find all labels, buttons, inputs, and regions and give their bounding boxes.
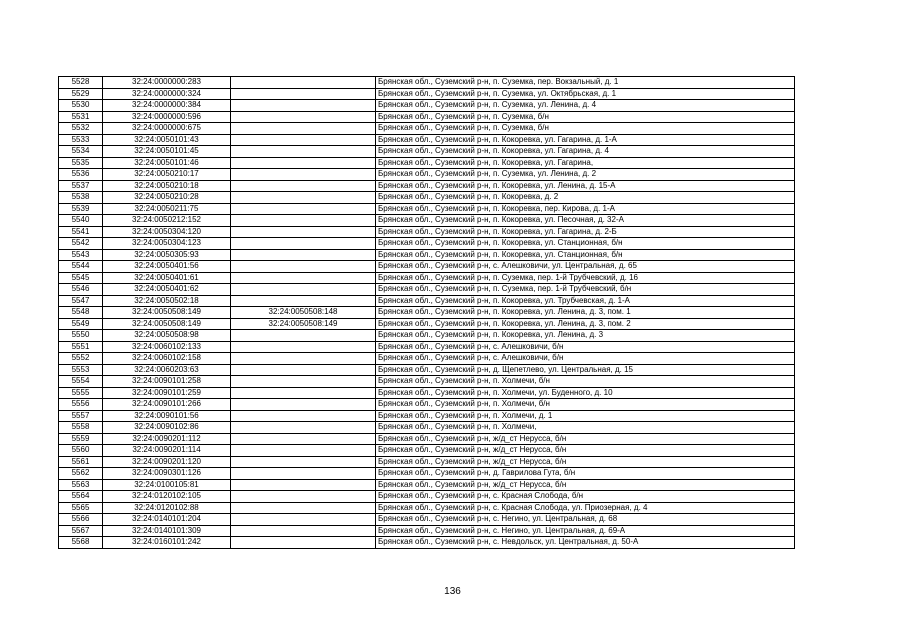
- address-cell: Брянская обл., Суземский р-н, п. Кокоревка, ул. Гагарина, д. 4: [376, 146, 795, 158]
- registry-table-body: [59, 77, 795, 549]
- row-number-cell: 5565: [59, 502, 103, 514]
- row-number-cell: 5560: [59, 445, 103, 457]
- linked-cadastral-number-cell: [231, 203, 376, 215]
- table-row: [59, 192, 795, 204]
- address-cell: Брянская обл., Суземский р-н, п. Кокоревка, ул. Гагарина,: [376, 157, 795, 169]
- linked-cadastral-number-cell: [231, 146, 376, 158]
- table-row: [59, 157, 795, 169]
- registry-table: [58, 76, 795, 549]
- address-cell: Брянская обл., Суземский р-н, п. Кокоревка, ул. Ленина, д. 3, пом. 1: [376, 307, 795, 319]
- cadastral-number-cell: 32:24:0000000:675: [103, 123, 231, 135]
- cadastral-number-cell: 32:24:0050210:18: [103, 180, 231, 192]
- linked-cadastral-number-cell: 32:24:0050508:149: [231, 318, 376, 330]
- address-cell: Брянская обл., Суземский р-н, п. Холмечи,: [376, 422, 795, 434]
- cadastral-number-cell: 32:24:0090101:259: [103, 387, 231, 399]
- table-row: [59, 491, 795, 503]
- row-number-cell: 5539: [59, 203, 103, 215]
- table-row: [59, 100, 795, 112]
- linked-cadastral-number-cell: [231, 261, 376, 273]
- linked-cadastral-number-cell: [231, 272, 376, 284]
- row-number-cell: 5549: [59, 318, 103, 330]
- linked-cadastral-number-cell: [231, 353, 376, 365]
- address-cell: Брянская обл., Суземский р-н, с. Негино, ул. Центральная, д. 69-А: [376, 525, 795, 537]
- linked-cadastral-number-cell: [231, 284, 376, 296]
- address-cell: Брянская обл., Суземский р-н, с. Алешковичи, б/н: [376, 353, 795, 365]
- table-row: [59, 261, 795, 273]
- table-row: [59, 364, 795, 376]
- table-row: [59, 180, 795, 192]
- table-row: [59, 422, 795, 434]
- row-number-cell: 5553: [59, 364, 103, 376]
- row-number-cell: 5540: [59, 215, 103, 227]
- linked-cadastral-number-cell: [231, 88, 376, 100]
- cadastral-number-cell: 32:24:0050508:149: [103, 318, 231, 330]
- linked-cadastral-number-cell: [231, 100, 376, 112]
- address-cell: Брянская обл., Суземский р-н, п. Кокоревка, ул. Станционная, б/н: [376, 249, 795, 261]
- linked-cadastral-number-cell: [231, 525, 376, 537]
- linked-cadastral-number-cell: [231, 502, 376, 514]
- row-number-cell: 5532: [59, 123, 103, 135]
- row-number-cell: 5545: [59, 272, 103, 284]
- address-cell: Брянская обл., Суземский р-н, д. Щепетлево, ул. Центральная, д. 15: [376, 364, 795, 376]
- cadastral-number-cell: 32:24:0090101:258: [103, 376, 231, 388]
- table-row: [59, 307, 795, 319]
- row-number-cell: 5551: [59, 341, 103, 353]
- table-row: [59, 468, 795, 480]
- table-row: [59, 146, 795, 158]
- linked-cadastral-number-cell: [231, 238, 376, 250]
- linked-cadastral-number-cell: [231, 134, 376, 146]
- linked-cadastral-number-cell: [231, 111, 376, 123]
- table-row: [59, 295, 795, 307]
- address-cell: Брянская обл., Суземский р-н, с. Красная Слобода, б/н: [376, 491, 795, 503]
- cadastral-number-cell: 32:24:0090101:266: [103, 399, 231, 411]
- cadastral-number-cell: 32:24:0090301:126: [103, 468, 231, 480]
- address-cell: Брянская обл., Суземский р-н, с. Алешковичи, ул. Центральная, д. 65: [376, 261, 795, 273]
- linked-cadastral-number-cell: [231, 387, 376, 399]
- cadastral-number-cell: 32:24:0000000:324: [103, 88, 231, 100]
- row-number-cell: 5542: [59, 238, 103, 250]
- linked-cadastral-number-cell: [231, 192, 376, 204]
- address-cell: Брянская обл., Суземский р-н, с. Невдольск, ул. Центральная, д. 50-А: [376, 537, 795, 549]
- table-row: [59, 399, 795, 411]
- address-cell: Брянская обл., Суземский р-н, п. Холмечи, б/н: [376, 376, 795, 388]
- cadastral-number-cell: 32:24:0050101:46: [103, 157, 231, 169]
- row-number-cell: 5552: [59, 353, 103, 365]
- address-cell: Брянская обл., Суземский р-н, с. Красная Слобода, ул. Приозерная, д. 4: [376, 502, 795, 514]
- cadastral-number-cell: 32:24:0160101:242: [103, 537, 231, 549]
- cadastral-number-cell: 32:24:0050211:75: [103, 203, 231, 215]
- address-cell: Брянская обл., Суземский р-н, ж/д_ст Неруcса, б/н: [376, 433, 795, 445]
- row-number-cell: 5546: [59, 284, 103, 296]
- linked-cadastral-number-cell: [231, 479, 376, 491]
- row-number-cell: 5554: [59, 376, 103, 388]
- linked-cadastral-number-cell: [231, 422, 376, 434]
- table-row: [59, 249, 795, 261]
- linked-cadastral-number-cell: [231, 180, 376, 192]
- row-number-cell: 5536: [59, 169, 103, 181]
- row-number-cell: 5538: [59, 192, 103, 204]
- row-number-cell: 5537: [59, 180, 103, 192]
- linked-cadastral-number-cell: [231, 376, 376, 388]
- address-cell: Брянская обл., Суземский р-н, п. Суземка, пер. 1-й Трубчевский, б/н: [376, 284, 795, 296]
- address-cell: Брянская обл., Суземский р-н, п. Суземка, ул. Ленина, д. 2: [376, 169, 795, 181]
- row-number-cell: 5559: [59, 433, 103, 445]
- cadastral-number-cell: 32:24:0000000:283: [103, 77, 231, 89]
- linked-cadastral-number-cell: [231, 169, 376, 181]
- cadastral-number-cell: 32:24:0050210:28: [103, 192, 231, 204]
- row-number-cell: 5561: [59, 456, 103, 468]
- cadastral-number-cell: 32:24:0140101:204: [103, 514, 231, 526]
- row-number-cell: 5567: [59, 525, 103, 537]
- address-cell: Брянская обл., Суземский р-н, п. Холмечи, ул. Буденного, д. 10: [376, 387, 795, 399]
- linked-cadastral-number-cell: [231, 491, 376, 503]
- cadastral-number-cell: 32:24:0050304:120: [103, 226, 231, 238]
- address-cell: Брянская обл., Суземский р-н, п. Кокоревка, ул. Ленина, д. 3: [376, 330, 795, 342]
- row-number-cell: 5556: [59, 399, 103, 411]
- linked-cadastral-number-cell: [231, 341, 376, 353]
- address-cell: Брянская обл., Суземский р-н, п. Кокоревка, ул. Трубчевская, д. 1-А: [376, 295, 795, 307]
- table-row: [59, 238, 795, 250]
- linked-cadastral-number-cell: [231, 226, 376, 238]
- cadastral-number-cell: 32:24:0140101:309: [103, 525, 231, 537]
- linked-cadastral-number-cell: [231, 77, 376, 89]
- linked-cadastral-number-cell: [231, 123, 376, 135]
- table-row: [59, 537, 795, 549]
- linked-cadastral-number-cell: [231, 157, 376, 169]
- cadastral-number-cell: 32:24:0090201:114: [103, 445, 231, 457]
- cadastral-number-cell: 32:24:0050101:43: [103, 134, 231, 146]
- page-number: 136: [444, 586, 461, 597]
- address-cell: Брянская обл., Суземский р-н, п. Суземка, б/н: [376, 111, 795, 123]
- cadastral-number-cell: 32:24:0050401:56: [103, 261, 231, 273]
- cadastral-number-cell: 32:24:0000000:384: [103, 100, 231, 112]
- cadastral-number-cell: 32:24:0050508:98: [103, 330, 231, 342]
- cadastral-number-cell: 32:24:0120102:88: [103, 502, 231, 514]
- address-cell: Брянская обл., Суземский р-н, с. Алешковичи, б/н: [376, 341, 795, 353]
- table-row: [59, 514, 795, 526]
- address-cell: Брянская обл., Суземский р-н, п. Кокоревка, д. 2: [376, 192, 795, 204]
- table-row: [59, 433, 795, 445]
- cadastral-number-cell: 32:24:0050101:45: [103, 146, 231, 158]
- linked-cadastral-number-cell: [231, 295, 376, 307]
- linked-cadastral-number-cell: [231, 433, 376, 445]
- row-number-cell: 5543: [59, 249, 103, 261]
- address-cell: Брянская обл., Суземский р-н, д. Гаврилова Гута, б/н: [376, 468, 795, 480]
- address-cell: Брянская обл., Суземский р-н, п. Суземка, ул. Ленина, д. 4: [376, 100, 795, 112]
- row-number-cell: 5529: [59, 88, 103, 100]
- table-row: [59, 387, 795, 399]
- linked-cadastral-number-cell: [231, 215, 376, 227]
- cadastral-number-cell: 32:24:0050401:61: [103, 272, 231, 284]
- cadastral-number-cell: 32:24:0050210:17: [103, 169, 231, 181]
- address-cell: Брянская обл., Суземский р-н, п. Кокоревка, ул. Гагарина, д. 1-А: [376, 134, 795, 146]
- cadastral-number-cell: 32:24:0090101:56: [103, 410, 231, 422]
- table-row: [59, 134, 795, 146]
- address-cell: Брянская обл., Суземский р-н, с. Негино, ул. Центральная, д. 68: [376, 514, 795, 526]
- linked-cadastral-number-cell: [231, 249, 376, 261]
- cadastral-number-cell: 32:24:0050401:62: [103, 284, 231, 296]
- row-number-cell: 5541: [59, 226, 103, 238]
- cadastral-number-cell: 32:24:0100105:81: [103, 479, 231, 491]
- table-row: [59, 502, 795, 514]
- table-row: [59, 376, 795, 388]
- cadastral-number-cell: 32:24:0060102:133: [103, 341, 231, 353]
- table-row: [59, 226, 795, 238]
- cadastral-number-cell: 32:24:0050502:18: [103, 295, 231, 307]
- row-number-cell: 5535: [59, 157, 103, 169]
- row-number-cell: 5531: [59, 111, 103, 123]
- cadastral-number-cell: 32:24:0050212:152: [103, 215, 231, 227]
- cadastral-number-cell: 32:24:0050304:123: [103, 238, 231, 250]
- linked-cadastral-number-cell: [231, 445, 376, 457]
- row-number-cell: 5533: [59, 134, 103, 146]
- address-cell: Брянская обл., Суземский р-н, п. Кокоревка, ул. Песочная, д. 32-А: [376, 215, 795, 227]
- linked-cadastral-number-cell: [231, 364, 376, 376]
- address-cell: Брянская обл., Суземский р-н, п. Суземка, пер. 1-й Трубчевский, д. 16: [376, 272, 795, 284]
- row-number-cell: 5544: [59, 261, 103, 273]
- table-row: [59, 272, 795, 284]
- address-cell: Брянская обл., Суземский р-н, ж/д_ст Неруcса, б/н: [376, 456, 795, 468]
- table-row: [59, 410, 795, 422]
- row-number-cell: 5555: [59, 387, 103, 399]
- linked-cadastral-number-cell: [231, 399, 376, 411]
- row-number-cell: 5562: [59, 468, 103, 480]
- row-number-cell: 5564: [59, 491, 103, 503]
- row-number-cell: 5534: [59, 146, 103, 158]
- table-row: [59, 341, 795, 353]
- row-number-cell: 5568: [59, 537, 103, 549]
- table-row: [59, 111, 795, 123]
- table-row: [59, 215, 795, 227]
- table-row: [59, 88, 795, 100]
- row-number-cell: 5548: [59, 307, 103, 319]
- cadastral-number-cell: 32:24:0000000:596: [103, 111, 231, 123]
- table-row: [59, 353, 795, 365]
- address-cell: Брянская обл., Суземский р-н, п. Холмечи, д. 1: [376, 410, 795, 422]
- address-cell: Брянская обл., Суземский р-н, п. Кокоревка, ул. Станционная, б/н: [376, 238, 795, 250]
- table-row: [59, 77, 795, 89]
- cadastral-number-cell: 32:24:0060203:63: [103, 364, 231, 376]
- address-cell: Брянская обл., Суземский р-н, п. Суземка, пер. Вокзальный, д. 1: [376, 77, 795, 89]
- address-cell: Брянская обл., Суземский р-н, ж/д_ст Неруcса, б/н: [376, 479, 795, 491]
- table-row: [59, 456, 795, 468]
- linked-cadastral-number-cell: [231, 514, 376, 526]
- linked-cadastral-number-cell: [231, 456, 376, 468]
- address-cell: Брянская обл., Суземский р-н, п. Кокоревка, пер. Кирова, д. 1-А: [376, 203, 795, 215]
- address-cell: Брянская обл., Суземский р-н, п. Холмечи, б/н: [376, 399, 795, 411]
- address-cell: Брянская обл., Суземский р-н, п. Суземка, ул. Октябрьская, д. 1: [376, 88, 795, 100]
- row-number-cell: 5550: [59, 330, 103, 342]
- cadastral-number-cell: 32:24:0090201:112: [103, 433, 231, 445]
- row-number-cell: 5528: [59, 77, 103, 89]
- row-number-cell: 5547: [59, 295, 103, 307]
- table-row: [59, 123, 795, 135]
- linked-cadastral-number-cell: [231, 468, 376, 480]
- linked-cadastral-number-cell: 32:24:0050508:148: [231, 307, 376, 319]
- linked-cadastral-number-cell: [231, 410, 376, 422]
- cadastral-number-cell: 32:24:0120102:105: [103, 491, 231, 503]
- table-row: [59, 203, 795, 215]
- row-number-cell: 5566: [59, 514, 103, 526]
- table-row: [59, 169, 795, 181]
- table-row: [59, 284, 795, 296]
- row-number-cell: 5558: [59, 422, 103, 434]
- linked-cadastral-number-cell: [231, 537, 376, 549]
- linked-cadastral-number-cell: [231, 330, 376, 342]
- cadastral-number-cell: 32:24:0050305:93: [103, 249, 231, 261]
- address-cell: Брянская обл., Суземский р-н, п. Кокоревка, ул. Гагарина, д. 2-Б: [376, 226, 795, 238]
- table-row: [59, 330, 795, 342]
- cadastral-number-cell: 32:24:0090102:86: [103, 422, 231, 434]
- address-cell: Брянская обл., Суземский р-н, п. Кокоревка, ул. Ленина, д. 3, пом. 2: [376, 318, 795, 330]
- row-number-cell: 5530: [59, 100, 103, 112]
- row-number-cell: 5557: [59, 410, 103, 422]
- cadastral-number-cell: 32:24:0060102:158: [103, 353, 231, 365]
- address-cell: Брянская обл., Суземский р-н, п. Кокоревка, ул. Ленина, д. 15-А: [376, 180, 795, 192]
- table-row: [59, 479, 795, 491]
- table-row: [59, 318, 795, 330]
- address-cell: Брянская обл., Суземский р-н, ж/д_ст Неруcса, б/н: [376, 445, 795, 457]
- row-number-cell: 5563: [59, 479, 103, 491]
- cadastral-number-cell: 32:24:0090201:120: [103, 456, 231, 468]
- address-cell: Брянская обл., Суземский р-н, п. Суземка, б/н: [376, 123, 795, 135]
- table-row: [59, 445, 795, 457]
- cadastral-number-cell: 32:24:0050508:149: [103, 307, 231, 319]
- table-row: [59, 525, 795, 537]
